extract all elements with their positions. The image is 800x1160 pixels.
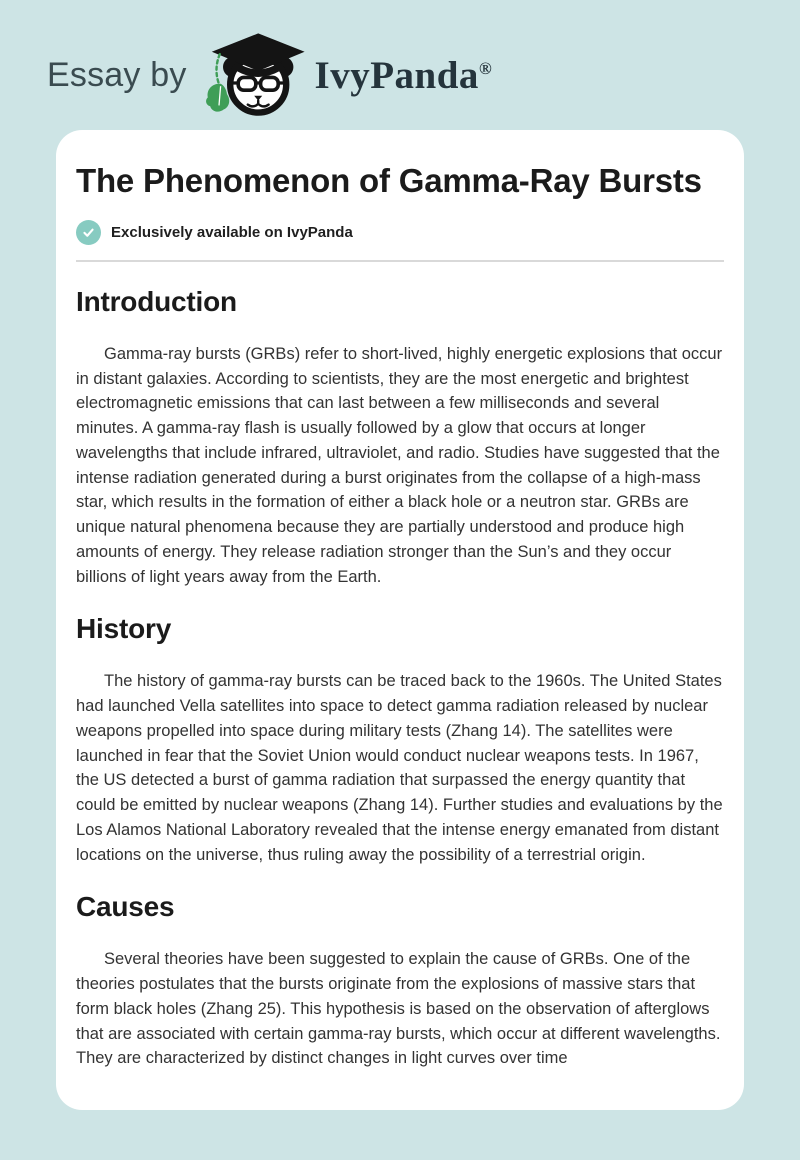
causes-paragraph: Several theories have been suggested to explain the cause of GRBs. One of the theories postulates that the bursts originate from the explosions of massive stars that form black holes (Zhang 25). This hypothesis is based on the observation of afterglows that are associated with certain gamma-ray bursts, which occur at different wavelengths. They are characterized by distinct changes in light curves over time: [76, 950, 721, 1068]
check-icon: [76, 220, 101, 245]
section-heading-causes: Causes: [76, 891, 175, 923]
exclusive-badge: [76, 220, 724, 245]
essay-by-label: Essay by: [47, 55, 187, 94]
brand-wordmark: [315, 53, 493, 98]
section-heading-introduction: Introduction: [76, 285, 237, 317]
essay-title: The Phenomenon of Gamma-Ray Bursts: [76, 162, 702, 199]
exclusive-badge-label: Exclusively available on IvyPanda: [111, 223, 353, 241]
site-header: [0, 0, 800, 118]
essay-card: [56, 130, 744, 1110]
registered-trademark-symbol: ®: [478, 58, 493, 78]
history-paragraph: The history of gamma-ray bursts can be traced back to the 1960s. The United States had launched Vella satellites into space to detect gamma radiation released by nuclear weapons propelled into space during military tests (Zhang 14). The satellites were launched in fear that the Soviet Union would conduct nuclear weapons tests. In 1967, the US detected a burst of gamma radiation that surpassed the energy quantity that could be emitted by nuclear weapons (Zhang 14). Further studies and evaluations by the Los Alamos National Laboratory revealed that the intense energy emanated from distant locations on the universe, thus ruling away the possibility of a terrestrial origin.: [76, 672, 723, 864]
divider: [76, 260, 724, 262]
section-heading-history: History: [76, 613, 172, 645]
ivypanda-panda-logo-icon: [203, 31, 307, 119]
introduction-paragraph: Gamma-ray bursts (GRBs) refer to short-lived, highly energetic explosions that occur in distant galaxies. According to scientists, they are the most energetic and brightest electromagnetic emissions that can last between a few milliseconds and several minutes. A gamma-ray flash is usually followed by a glow that occurs at longer wavelengths that include infrared, ultraviolet, and radio. Studies have suggested that the intense radiation generated during a burst originates from the collapse of a high-mass star, which results in the formation of either a black hole or a neutron star. GRBs are unique natural phenomena because they are partially understood and produce high amounts of energy. They release radiation stronger than the Sun’s and they occur billions of light years away from the Earth.: [76, 344, 723, 586]
brand-name: IvyPanda: [314, 53, 479, 97]
